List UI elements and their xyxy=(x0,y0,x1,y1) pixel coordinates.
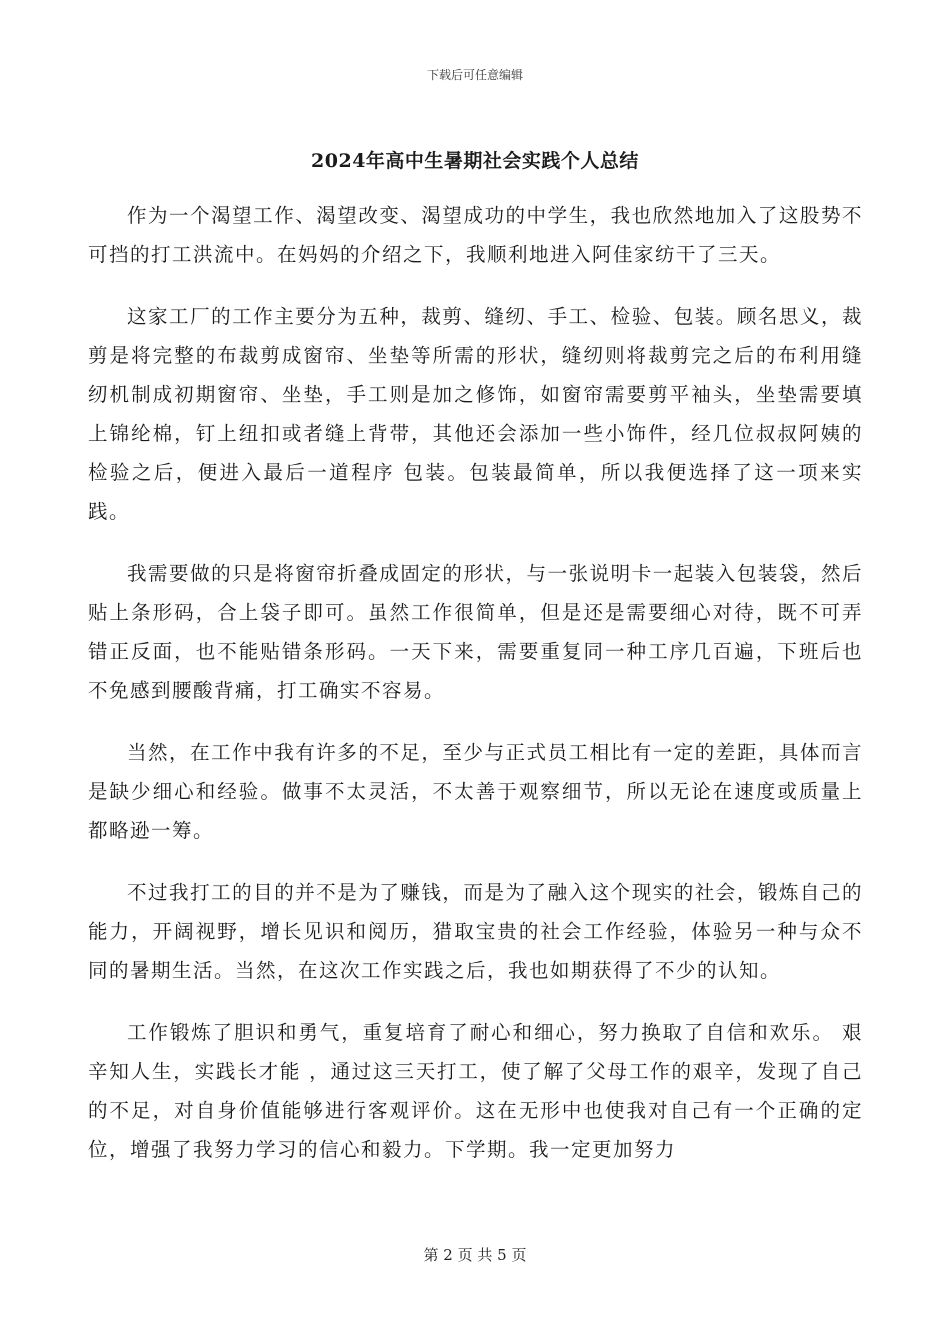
paragraph: 当然，在工作中我有许多的不足，至少与正式员工相比有一定的差距，具体而言是缺少细心和经验。做事不太灵活，不太善于观察细节，所以无论在速度或质量上都略逊一筹。 xyxy=(88,741,863,842)
paragraph: 我需要做的只是将窗帘折叠成固定的形状，与一张说明卡一起装入包装袋，然后贴上条形码，合上袋子即可。虽然工作很简单，但是还是需要细心对待，既不可弄错正反面，也不能贴错条形码。一天下来，需要重复同一种工序几百遍，下班后也不免感到腰酸背痛，打工确实不容易。 xyxy=(88,562,863,702)
page-number: 第 2 页 共 5 页 xyxy=(423,1246,527,1264)
document-body xyxy=(88,196,863,1192)
paragraph: 作为一个渴望工作、渴望改变、渴望成功的中学生，我也欣然地加入了这股势不可挡的打工洪流中。在妈妈的介绍之下，我顺利地进入阿佳家纺干了三天。 xyxy=(88,204,863,266)
page-header: 下载后可任意编辑 xyxy=(426,68,523,82)
paragraph: 这家工厂的工作主要分为五种，裁剪、缝纫、手工、检验、包装。顾名思义，裁剪是将完整的布裁剪成窗帘、坐垫等所需的形状，缝纫则将裁剪完之后的布利用缝纫机制成初期窗帘、坐垫，手工则是加之修饰，如窗帘需要剪平袖头，坐垫需要填上锦纶棉，钉上纽扣或者缝上背带，其他还会添加一些小饰件，经几位叔叔阿姨的检验之后，便进入最后一道程序 包装。包装最简单，所以我便选择了这一项来实践。 xyxy=(88,305,863,523)
paragraph: 工作锻炼了胆识和勇气，重复培育了耐心和细心，努力换取了自信和欢乐。 艰辛知人生，实践长才能 ，通过这三天打工，使了解了父母工作的艰辛，发现了自己的不足，对自身价值能够进行客观评价。这在无形中也使我对自己有一个正确的定位，增强了我努力学习的信心和毅力。下学期。我一定更加努力 xyxy=(88,1021,863,1161)
document-title: 2024年高中生暑期社会实践个人总结 xyxy=(311,150,639,172)
paragraph: 不过我打工的目的并不是为了赚钱，而是为了融入这个现实的社会，锻炼自己的能力，开阔视野，增长见识和阅历，猎取宝贵的社会工作经验，体验另一种与众不同的暑期生活。当然，在这次工作实践之后，我也如期获得了不少的认知。 xyxy=(88,881,863,982)
